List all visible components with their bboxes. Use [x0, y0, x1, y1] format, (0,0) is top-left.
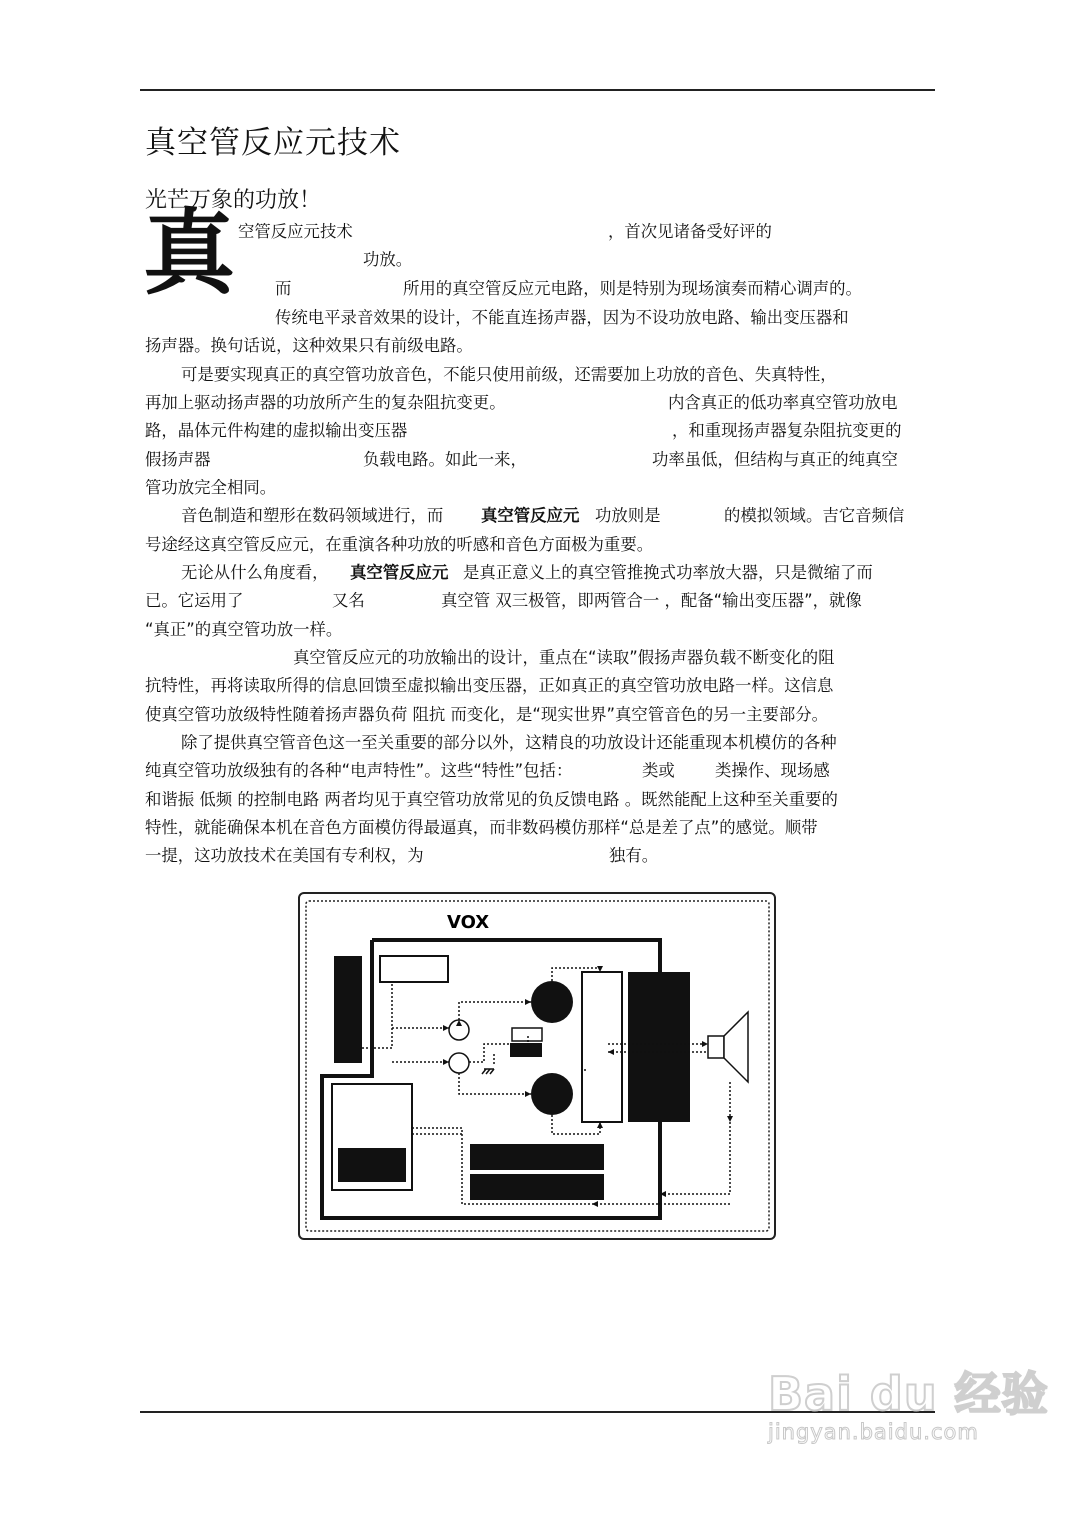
body-line: 负载电路。如此一来，: [363, 450, 527, 469]
body-line: 可是要实现真正的真空管功放音色，不能只使用前级，还需要加上功放的音色、失真特性，: [181, 365, 837, 384]
body-line: 管功放完全相同。: [145, 478, 277, 497]
vox-label: VOX: [447, 912, 490, 933]
body-line: 抗特性，再将读取所得的信息回馈至虚拟输出变压器，正如真正的真空管功放电路一样。这信息: [145, 676, 834, 695]
body-line: 的模拟领域。吉它音频信: [724, 506, 905, 525]
body-line: 是真正意义上的真空管推挽式功率放大器，只是微缩了而: [463, 563, 873, 582]
preamp-box: [380, 956, 448, 982]
baidu-watermark-logo: Bai du 经验: [768, 1367, 1049, 1421]
body-line: 空管反应元技术: [238, 222, 353, 241]
body-line: “真正”的真空管功放一样。: [145, 620, 343, 639]
body-line: 真空管反应元: [350, 563, 449, 582]
body-line: 功放。: [363, 250, 413, 269]
speaker-cone: [724, 1012, 748, 1082]
body-line: 除了提供真空管音色这一至关重要的部分以外，这精良的功放设计还能重现本机模仿的各种: [181, 733, 837, 752]
body-line: 类操作、现场感: [715, 761, 830, 780]
input-block: [334, 956, 362, 1063]
circuit-diagram: [300, 894, 774, 1238]
body-line: 号途经这真空管反应元，在重演各种功放的听感和音色方面极为重要。: [145, 535, 654, 554]
body-line: 一提，这功放技术在美国有专利权，为: [145, 846, 424, 865]
control-bar-top: [470, 1144, 604, 1170]
power-tube-bottom: [531, 1073, 573, 1115]
body-line: 真空管 双三极管，即两管合一 ，配备“输出变压器”，就像: [441, 591, 862, 610]
body-line: 内含真正的低功率真空管功放电: [668, 393, 898, 412]
body-line: 已。它运用了: [145, 591, 244, 610]
body-line: 纯真空管功放级独有的各种“电声特性”。这些“特性”包括：: [145, 761, 573, 780]
body-line: 而: [275, 279, 292, 298]
body-line: 类或: [642, 761, 675, 780]
body-line: ，和重现扬声器复杂阻抗变更的: [672, 421, 902, 440]
body-line: 真空管反应元: [481, 506, 580, 525]
body-line: 音色制造和塑形在数码领域进行，而: [181, 506, 444, 525]
body-line: 再加上驱动扬声器的功放所产生的复杂阻抗变更。: [145, 393, 506, 412]
control-bar-bottom: [470, 1174, 604, 1200]
drop-cap: 真: [143, 200, 236, 307]
virtual-transformer-box: [582, 972, 622, 1122]
body-line: 所用的真空管反应元电路，则是特别为现场演奏而精心调声的。: [403, 279, 862, 298]
bias-switch-bottom: [510, 1043, 542, 1057]
body-line: ，首次见诸备受好评的: [608, 222, 772, 241]
ground-icon: [482, 1069, 494, 1074]
circuit-diagram-frame: [298, 892, 776, 1240]
power-supply-block: [338, 1148, 406, 1182]
page-title: 真空管反应元技术: [145, 125, 401, 161]
body-line: 路，晶体元件构建的虚拟输出变压器: [145, 421, 408, 440]
body-line: 特性，就能确保本机在音色方面模仿得最逼真，而非数码模仿那样“总是差了点”的感觉。顺带: [145, 818, 818, 837]
power-tube-top: [531, 981, 573, 1023]
body-line: 又名: [332, 591, 365, 610]
page-subtitle: 光芒万象的功放！: [145, 188, 322, 213]
body-line: 真空管反应元的功放输出的设计，重点在“读取”假扬声器负载不断变化的阻: [293, 648, 835, 667]
body-line: 独有。: [609, 846, 659, 865]
body-line: 假扬声器: [145, 450, 211, 469]
bias-switch-top: [512, 1028, 542, 1041]
body-line: 和谐振 低频 的控制电路 两者均见于真空管功放常见的负反馈电路 。既然能配上这种至关重要的: [145, 790, 838, 809]
body-line: 功率虽低，但结构与真正的纯真空: [652, 450, 898, 469]
body-line: 无论从什么角度看，: [181, 563, 329, 582]
speaker-load-block: [628, 972, 690, 1122]
body-line: 功放则是: [595, 506, 661, 525]
baidu-watermark-url: jingyan.baidu.com: [768, 1420, 979, 1444]
body-line: 传统电平录音效果的设计，不能直连扬声器，因为不设功放电路、输出变压器和: [275, 308, 849, 327]
speaker-magnet: [708, 1036, 724, 1058]
body-line: 扬声器。换句话说，这种效果只有前级电路。: [145, 336, 473, 355]
node-circle-bottom: [449, 1053, 469, 1073]
body-line: 使真空管功放级特性随着扬声器负荷 阻抗 而变化，是“现实世界”真空管音色的另一主要部分。: [145, 705, 829, 724]
top-rule: [140, 89, 935, 91]
